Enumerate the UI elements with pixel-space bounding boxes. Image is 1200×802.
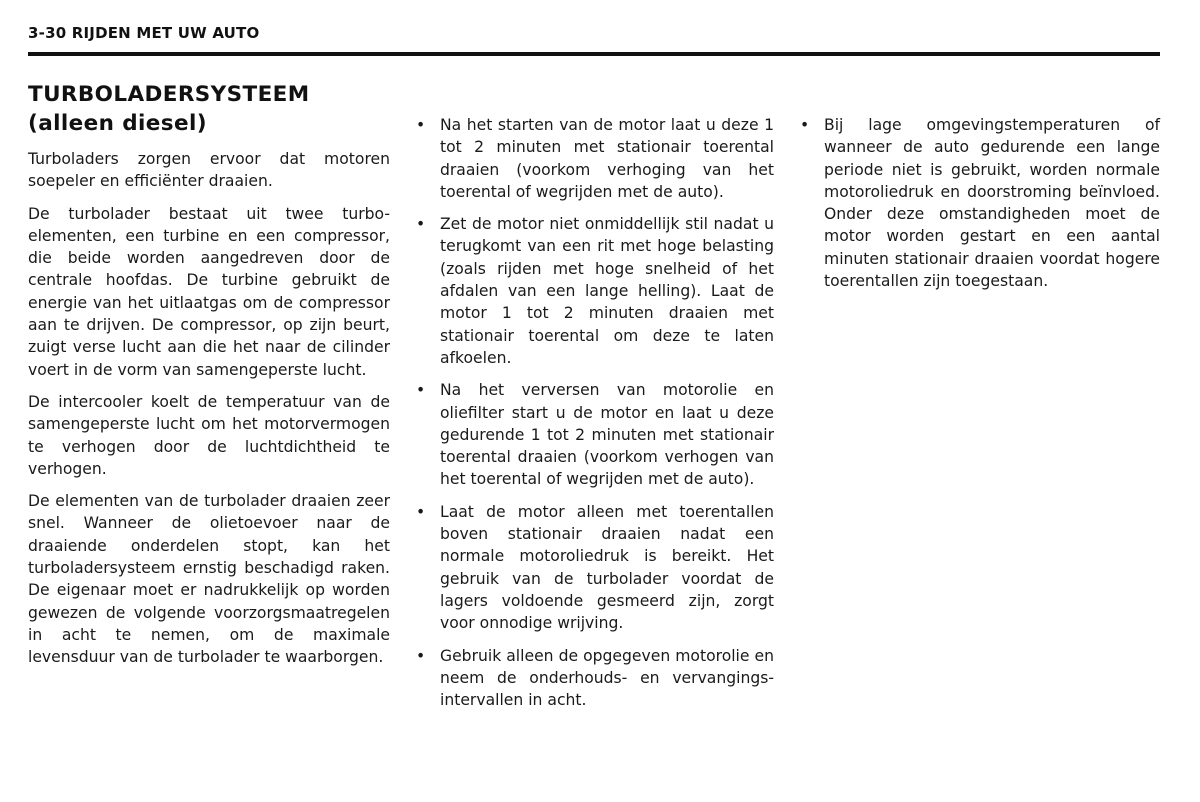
list-item-text: Gebruik alleen de opgegeven motorolie en neem de onderhouds- en vervangings-intervallen in acht. bbox=[440, 646, 774, 710]
paragraph-turbo-elements: De turbolader bestaat uit twee turbo-elementen, een turbine en een compressor, die beide worden aangedreven door de centrale hoofdas. De turbine gebruikt de energie van het uitlaatgas om de compressor aan te drijven. De compressor, op zijn beurt, zuigt verse lucht aan die het naar de cilinder voert in de vorm van samengeperste lucht. bbox=[28, 204, 390, 379]
list-item-text: Laat de motor alleen met toerentallen boven stationair draaien nadat een normale motoroliedruk is bereikt. Het gebruik van de turbolader voordat de lagers voldoende gesmeerd zijn, zorgt voor onnodige wrijving. bbox=[440, 502, 774, 633]
paragraph-intro: Turboladers zorgen ervoor dat motoren soepeler en efficiënter draaien. bbox=[28, 150, 390, 191]
precaution-list bbox=[414, 114, 774, 711]
bullet-icon: • bbox=[416, 502, 426, 521]
list-item-text: Zet de motor niet onmiddellijk stil nadat u terugkomt van een rit met hoge belasting (zoals rijden met hoge snelheid of het afdalen van een lange helling). Laat de motor 1 tot 2 minuten draaien met stationair toerental om deze te laten afkoelen. bbox=[440, 215, 774, 367]
column-right bbox=[798, 114, 1160, 302]
list-item bbox=[414, 114, 774, 203]
precaution-list-continued bbox=[798, 114, 1160, 292]
section-title-line1: TURBOLADERSYSTEEM bbox=[28, 82, 310, 107]
bullet-icon: • bbox=[416, 215, 426, 234]
bullet-icon: • bbox=[416, 646, 426, 665]
list-item bbox=[414, 645, 774, 712]
list-item-text: Bij lage omgevingstemperaturen of wanneer de auto gedurende een lange periode niet is gebruikt, worden normale motoroliedruk en doorstroming beïnvloed. Onder deze omstandigheden moet de motor worden gestart en een aantal minuten stationair draaien voordat hogere toerentallen zijn toegestaan. bbox=[824, 116, 1160, 291]
list-item bbox=[798, 114, 1160, 292]
bullet-icon: • bbox=[800, 116, 810, 134]
bullet-icon: • bbox=[416, 116, 426, 134]
list-item-text: Na het starten van de motor laat u deze 1 tot 2 minuten met stationair toerental draaien (voorkom verhoging van het toerental of wegrijden met de auto). bbox=[440, 116, 774, 201]
paragraph-precautions: De elementen van de turbolader draaien zeer snel. Wanneer de olietoevoer naar de draaiende onderdelen stopt, kan het turboladersysteem ernstig beschadigd raken. De eigenaar moet er nadrukkelijk op worden gewezen de volgende voorzorgsmaatregelen in acht te nemen, om de maximale levensduur van de turbolader te waarborgen. bbox=[28, 492, 390, 667]
section-title bbox=[28, 80, 390, 138]
column-middle bbox=[414, 114, 774, 721]
list-item bbox=[414, 379, 774, 490]
list-item-text: Na het verversen van motorolie en oliefilter start u de motor en laat u deze gedurende 1 tot 2 minuten met stationair toerental draaien (voorkom verhogen van het toerental of wegrijden met de auto). bbox=[440, 381, 774, 489]
list-item bbox=[414, 501, 774, 635]
page-header: 3-30 RIJDEN MET UW AUTO bbox=[28, 24, 260, 42]
list-item bbox=[414, 213, 774, 369]
column-left bbox=[28, 80, 390, 679]
header-rule bbox=[28, 52, 1160, 56]
paragraph-intercooler: De intercooler koelt de temperatuur van de samengeperste lucht om het motorvermogen te verhogen door de luchtdichtheid te verhogen. bbox=[28, 392, 390, 478]
section-title-line2: (alleen diesel) bbox=[28, 111, 207, 136]
bullet-icon: • bbox=[416, 381, 426, 400]
